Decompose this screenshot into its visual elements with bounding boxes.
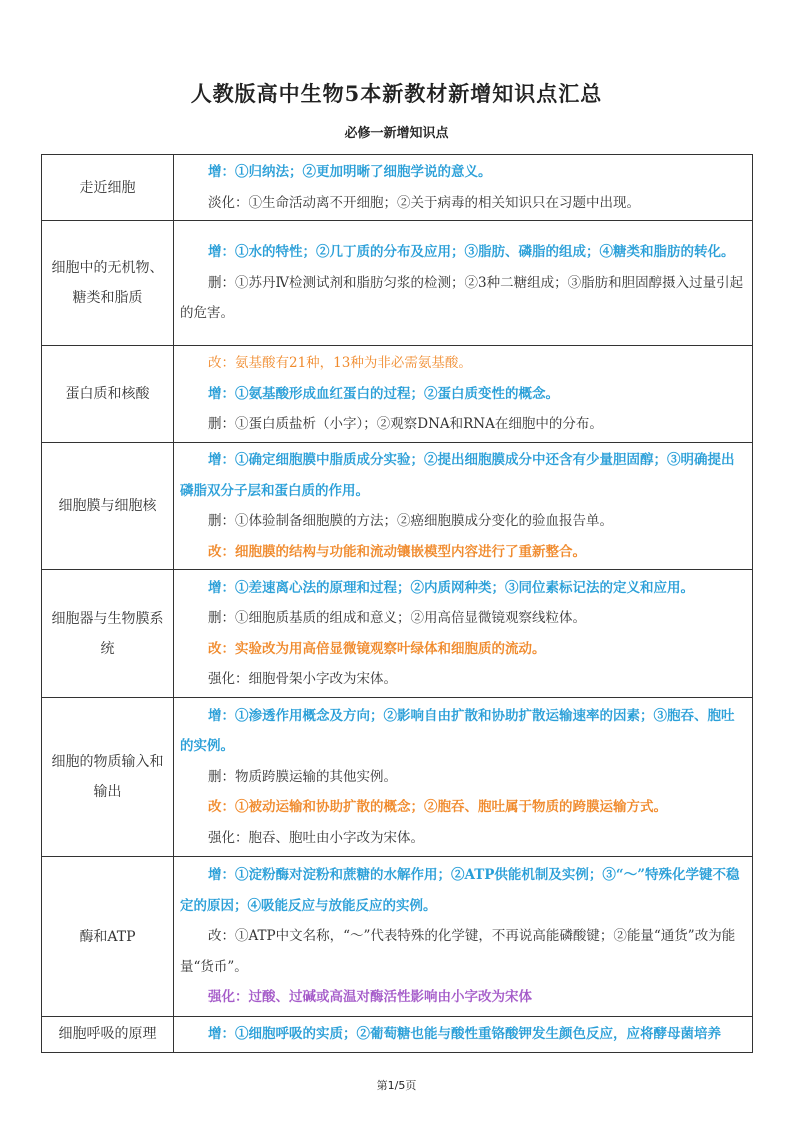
table-row bbox=[42, 857, 753, 1017]
content-line: 增：①归纳法；②更加明晰了细胞学说的意义。 bbox=[208, 164, 492, 180]
content-line: 强化：胞吞、胞吐由小字改为宋体。 bbox=[208, 829, 424, 846]
content-line: 淡化：①生命活动离不开细胞；②关于病毒的相关知识只在习题中出现。 bbox=[208, 194, 640, 211]
content-line: 强化：细胞骨架小字改为宋体。 bbox=[208, 671, 397, 687]
row-content bbox=[174, 155, 753, 221]
content-line: 改：细胞膜的结构与功能和流动镶嵌模型内容进行了重新整合。 bbox=[208, 543, 586, 560]
content-line: 删：物质跨膜运输的其他实例。 bbox=[208, 768, 397, 785]
table-row bbox=[42, 698, 753, 857]
knowledge-table bbox=[41, 154, 753, 1053]
content-line: 改：①被动运输和协助扩散的概念；②胞吞、胞吐属于物质的跨膜运输方式。 bbox=[208, 799, 667, 816]
row-content bbox=[174, 1017, 753, 1053]
content-line: 增：①氨基酸形成血红蛋白的过程；②蛋白质变性的概念。 bbox=[208, 385, 559, 402]
content-line: 删：①体验制备细胞膜的方法；②癌细胞膜成分变化的验血报告单。 bbox=[208, 513, 613, 529]
content-line: 增：①细胞呼吸的实质；②葡萄糖也能与酸性重铬酸钾发生颜色反应，应将酵母菌培养 bbox=[208, 1026, 721, 1042]
row-category: 走近细胞 bbox=[42, 155, 174, 221]
content-line: 改：①ATP中文名称，“～”代表特殊的化学键，不再说高能磷酸键；②能量“通货”改为能量“货币”。 bbox=[180, 928, 736, 975]
content-line: 删：①细胞质基质的组成和意义；②用高倍显微镜观察线粒体。 bbox=[208, 610, 586, 626]
content-line: 强化：过酸、过碱或高温对酶活性影响由小字改为宋体 bbox=[208, 989, 532, 1006]
row-category: 细胞膜与细胞核 bbox=[42, 443, 174, 570]
content-line: 删：①苏丹Ⅳ检测试剂和脂肪匀浆的检测；②3种二糖组成；③脂肪和胆固醇摄入过量引起的危害。 bbox=[180, 274, 744, 322]
content-line: 增：①淀粉酶对淀粉和蔗糖的水解作用；②ATP供能机制及实例；③“～”特殊化学键不稳定的原因；④吸能反应与放能反应的实例。 bbox=[180, 867, 740, 914]
content-line: 删：①蛋白质盐析（小字）；②观察DNA和RNA在细胞中的分布。 bbox=[208, 416, 603, 433]
row-content bbox=[174, 221, 753, 346]
table-row bbox=[42, 443, 753, 570]
row-category: 蛋白质和核酸 bbox=[42, 346, 174, 443]
row-content bbox=[174, 857, 753, 1017]
row-category: 细胞中的无机物、糖类和脂质 bbox=[42, 221, 174, 346]
row-content bbox=[174, 443, 753, 570]
row-content bbox=[174, 698, 753, 857]
row-category: 细胞器与生物膜系统 bbox=[42, 570, 174, 698]
page-footer: 第1/5页 bbox=[376, 1079, 417, 1092]
section-subtitle: 必修一新增知识点 bbox=[344, 126, 449, 141]
page-title: 人教版高中生物5本新教材新增知识点汇总 bbox=[190, 81, 603, 106]
content-line: 增：①水的特性；②几丁质的分布及应用；③脂肪、磷脂的组成；④糖类和脂肪的转化。 bbox=[208, 244, 735, 261]
content-line: 增：①确定细胞膜中脂质成分实验；②提出细胞膜成分中还含有少量胆固醇；③明确提出磷脂双分子层和蛋白质的作用。 bbox=[180, 452, 735, 499]
row-category: 酶和ATP bbox=[42, 857, 174, 1017]
table-row bbox=[42, 1017, 753, 1053]
row-content bbox=[174, 346, 753, 443]
content-line: 增：①渗透作用概念及方向；②影响自由扩散和协助扩散运输速率的因素；③胞吞、胞吐的实例。 bbox=[180, 707, 735, 755]
row-category: 细胞呼吸的原理 bbox=[42, 1017, 174, 1053]
content-line: 改：氨基酸有21种，13种为非必需氨基酸。 bbox=[208, 355, 472, 372]
table-row bbox=[42, 221, 753, 346]
table-row bbox=[42, 346, 753, 443]
table-row bbox=[42, 570, 753, 698]
content-line: 改：实验改为用高倍显微镜观察叶绿体和细胞质的流动。 bbox=[208, 640, 546, 657]
content-line: 增：①差速离心法的原理和过程；②内质网种类；③同位素标记法的定义和应用。 bbox=[208, 579, 694, 596]
table-row bbox=[42, 155, 753, 221]
row-content bbox=[174, 570, 753, 698]
row-category: 细胞的物质输入和输出 bbox=[42, 698, 174, 857]
